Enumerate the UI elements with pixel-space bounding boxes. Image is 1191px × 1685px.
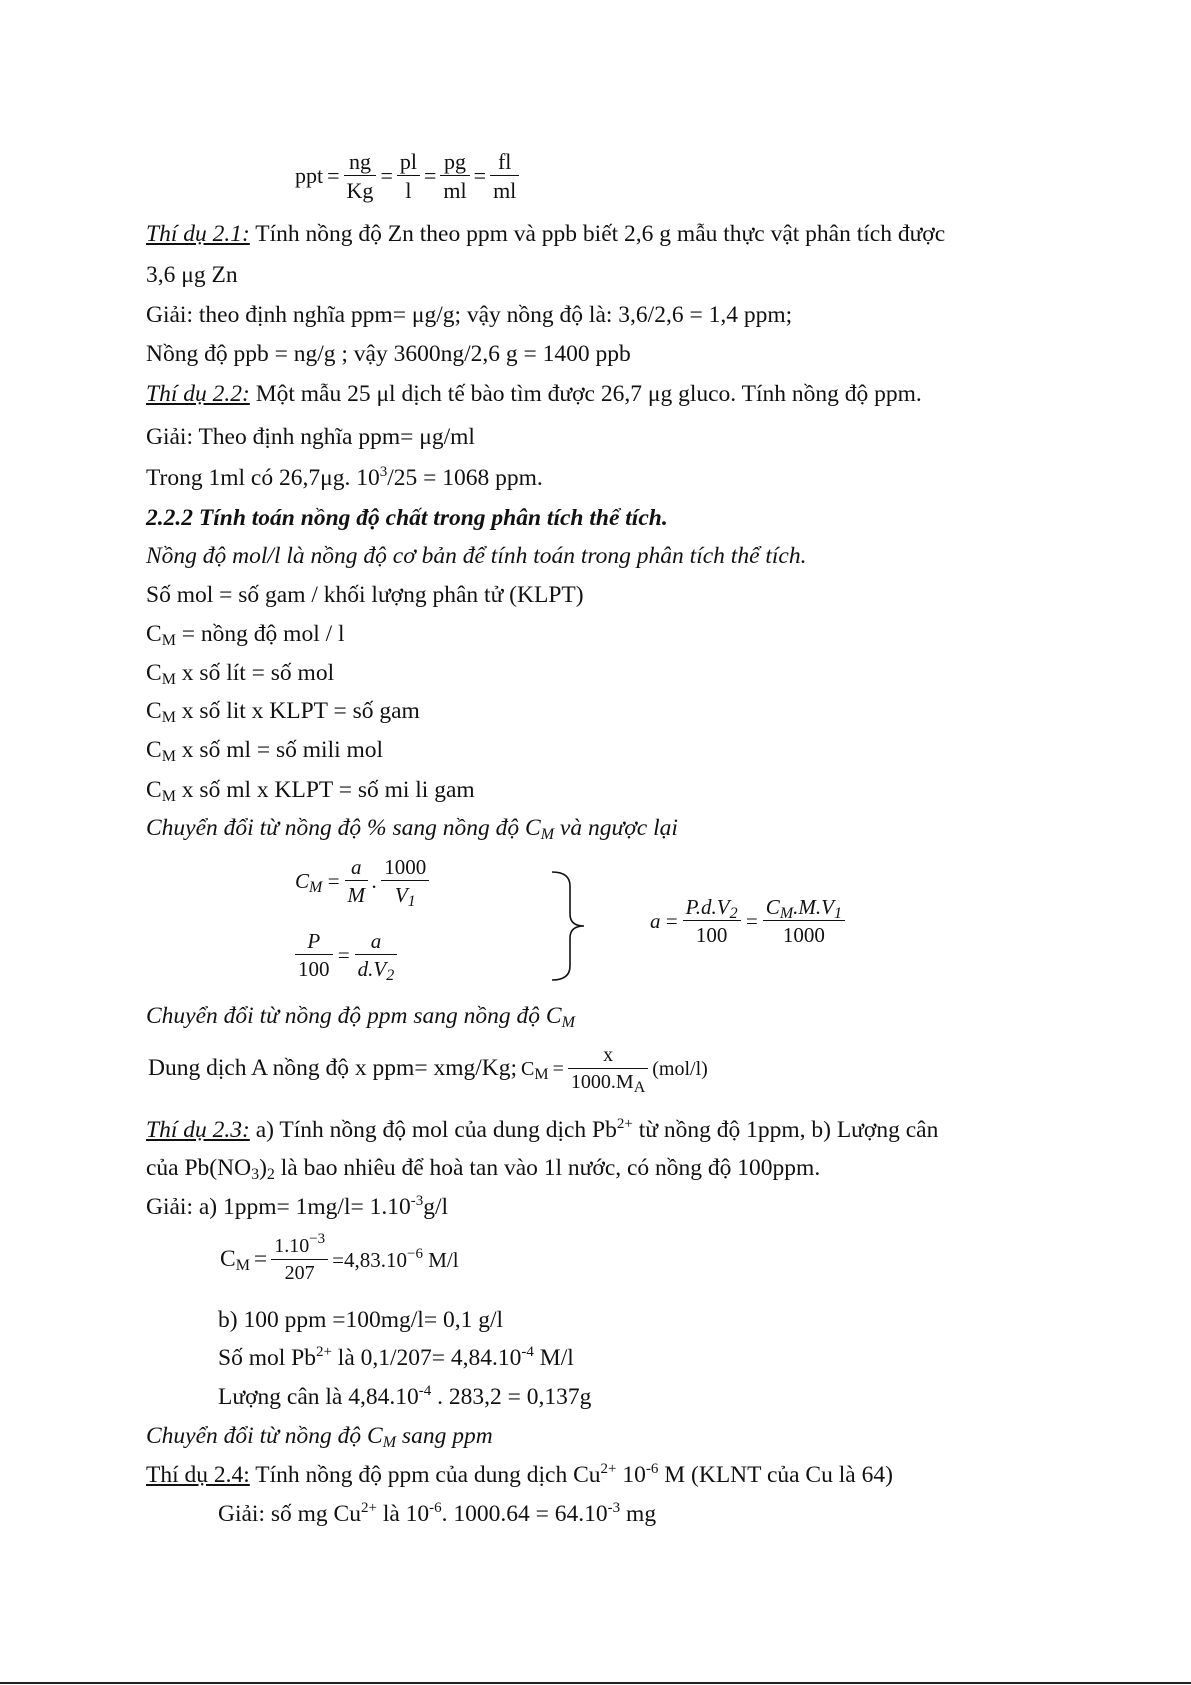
conversion-heading-3: Chuyển đổi từ nồng độ $C_M$ sang ppm [146,1423,493,1451]
solution-2-3-b1: b) 100 ppm =100mg/l= 0,1 g/l [218,1307,504,1333]
example-2-1: Thí dụ 2.1: Tính nồng độ Zn theo ppm và ppb biết 2,6 g mẫu thực vật phân tích được [146,221,946,247]
solution-2-3-a: Giải: a) $1ppm= 1mg/l= 1.10^{-3}g/l$ [146,1193,449,1220]
example-label: Thí dụ 2.2: [146,381,250,407]
solution-2-3-b2: Số mol $Pb^{2+}$ là $0,1/207= 4,84.10^{-4}$ M/l [218,1344,574,1371]
conversion-heading-2: Chuyển đổi từ nồng độ ppm sang nồng độ $C_M$ [146,1003,575,1031]
cm-line-1: $C_M$ = nồng độ mol / l [146,621,345,649]
example-2-1-cont: 3,6 μg Zn [146,262,238,288]
solution-2-1-a: Giải: theo định nghĩa ppm= μg/g; vậy nồng độ là: 3,6/2,6 = 1,4 ppm; [146,302,793,328]
solution-2-3-cm: $C_M=$ $\frac{1.10^{-3}}{207}$ $=4,83.10^{-6}$ M/l [220,1231,459,1284]
solution-2-1-b: Nồng độ ppb = ng/g ; vậy 3600ng/2,6 g = 1400 ppb [146,341,631,367]
ppt-formula: ppt = $\frac{ng}{Kg}$ = $\frac{pl}{l}$ = $\frac{pg}{ml}$ = $\frac{fl}{ml}$ [293,150,521,202]
cm-line-4: $C_M$ x số ml = số mili mol [146,737,384,765]
example-2-4: Thí dụ 2.4: Tính nồng độ ppm của dung dịch $Cu^{2+}$ $10^{-6}$ M (KLNT của Cu là 64) [146,1461,893,1488]
ppt-frac-3: $\frac{pg}{ml}$ [440,150,469,202]
formula-a: a = $\frac{P.d.V_2}{100}$ = $\frac{C_M.M.V_1}{1000}$ [648,896,847,946]
ppt-lhs: ppt [295,163,324,189]
ppt-frac-1: $\frac{ng}{Kg}$ [344,150,377,202]
cm-line-3: $C_M$ x số lit x KLPT = số gam [146,698,420,726]
cm-line-5: $C_M$ x số ml x KLPT = số mi li gam [146,777,475,805]
curly-brace [548,870,588,982]
solution-2-4: Giải: số mg $Cu^{2+}$ là $10^{-6}$. $1000.64 = 64.10^{-3}$ mg [218,1500,657,1527]
mol-definition: Số mol = số gam / khối lượng phân tử (KLPT) [146,582,584,608]
solution-2-3-b3: Lượng cân là $4,84.10^{-4}$ . 283,2 = 0,137g [218,1383,592,1410]
formula-cm: $C_M$ = $\frac{a}{M}$ . $\frac{1000}{V_1}$ [293,856,431,906]
example-label: Thí dụ 2.3: [146,1117,250,1143]
formula-p: $\frac{P}{100}$ = $\frac{a}{d.V_2}$ [293,930,399,980]
example-2-2: Thí dụ 2.2: Một mẫu 25 μl dịch tế bào tìm được 26,7 μg gluco. Tính nồng độ ppm. [146,381,922,407]
solution-2-2-b: Trong 1ml có 26,7μg. $10^3/25 = 1068$ ppm. [146,464,543,491]
footer-rule [0,1682,1191,1684]
example-label: Thí dụ 2.4: [146,1462,250,1488]
example-2-3: Thí dụ 2.3: a) Tính nồng độ mol của dung dịch $Pb^{2+}$ từ nồng độ 1ppm, b) Lượng cân [146,1116,939,1143]
ppt-frac-4: $\frac{fl}{ml}$ [490,150,519,202]
section-heading: 2.2.2 Tính toán nồng độ chất trong phân tích thể tích. [146,505,668,531]
solution-a-formula: Dung dịch A nồng độ x ppm= xmg/Kg; $C_M$ = $\frac{x}{1000.M_A}$ (mol/l) [148,1044,708,1096]
intro-text: Nồng độ mol/l là nồng độ cơ bản để tính toán trong phân tích thể tích. [146,543,807,569]
cm-line-2: $C_M$ x số lít = số mol [146,660,335,688]
example-label: Thí dụ 2.1: [146,221,250,247]
example-2-3-cont: của $Pb(NO_3)_2$ là bao nhiêu để hoà tan vào 1l nước, có nồng độ 100ppm. [146,1155,821,1183]
conversion-heading-1: Chuyển đổi từ nồng độ % sang nồng độ $C_M$ và ngược lại [146,815,678,843]
solution-2-2-a: Giải: Theo định nghĩa ppm= μg/ml [146,424,475,450]
ppt-frac-2: $\frac{pl}{l}$ [397,150,420,202]
